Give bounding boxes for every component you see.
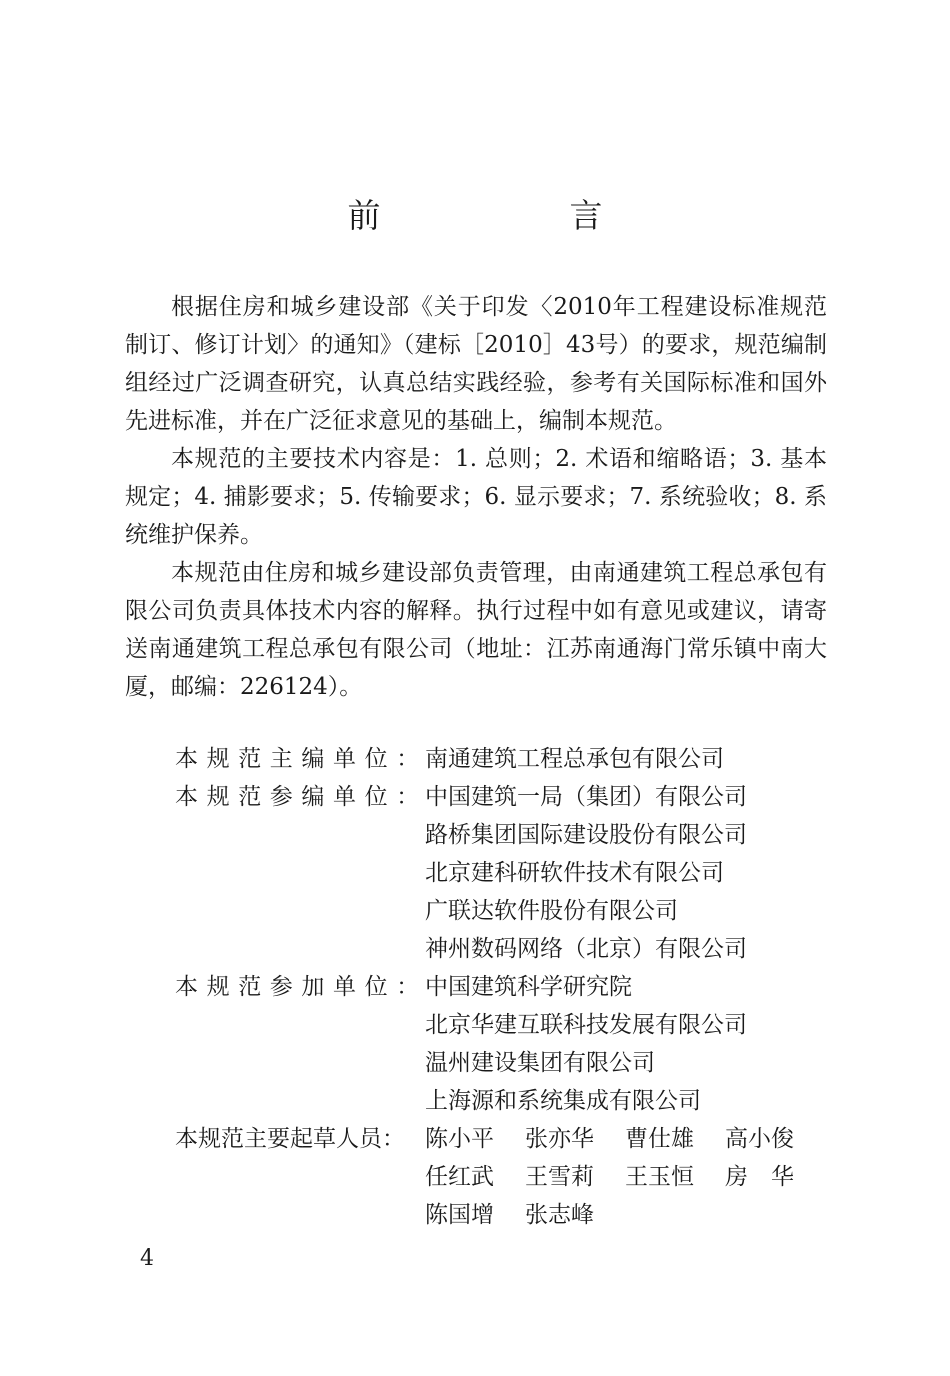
participating-units-label: 本规范参编单位： — [175, 784, 428, 810]
credits-section — [175, 740, 825, 1234]
drafter-name: 高小俊 — [725, 1126, 794, 1152]
chief-unit-list — [425, 740, 724, 778]
participating-unit-item: 神州数码网络（北京）有限公司 — [425, 936, 747, 962]
drafters-label: 本规范主要起草人员： — [175, 1126, 405, 1152]
drafter-name: 陈国增 — [425, 1202, 494, 1228]
paragraph-management: 本规范由住房和城乡建设部负责管理，由南通建筑工程总承包有限公司负责具体技术内容的解释。执行过程中如有意见或建议，请寄送南通建筑工程总承包有限公司（地址：江苏南通海门常乐镇中南大厦，邮编：226124）。 — [125, 560, 827, 700]
participating-unit-item: 中国建筑一局（集团）有限公司 — [425, 784, 747, 810]
drafters-row — [175, 1120, 825, 1234]
drafter-name: 王玉恒 — [625, 1164, 694, 1190]
drafter-name: 王雪莉 — [525, 1164, 594, 1190]
drafter-name: 房 华 — [725, 1164, 794, 1190]
page-number: 4 — [140, 1246, 154, 1271]
chief-unit-item: 南通建筑工程总承包有限公司 — [425, 746, 724, 772]
paragraph-contents: 本规范的主要技术内容是：1. 总则；2. 术语和缩略语；3. 基本规定；4. 捕影要求；5. 传输要求；6. 显示要求；7. 系统验收；8. 系统维护保养。 — [125, 446, 827, 548]
participating-units-list — [425, 778, 747, 968]
drafter-name: 张志峰 — [525, 1202, 594, 1228]
participating-units-row — [175, 778, 825, 968]
additional-unit-item: 上海源和系统集成有限公司 — [425, 1088, 701, 1114]
preface-body — [125, 288, 827, 706]
chief-unit-row — [175, 740, 825, 778]
drafters-list — [425, 1120, 825, 1234]
drafter-name: 任红武 — [425, 1164, 494, 1190]
additional-unit-item: 中国建筑科学研究院 — [425, 974, 632, 1000]
page-title: 前 言 — [347, 196, 681, 235]
drafter-name: 陈小平 — [425, 1126, 494, 1152]
participating-unit-item: 北京建科研软件技术有限公司 — [425, 860, 724, 886]
participating-unit-item: 广联达软件股份有限公司 — [425, 898, 678, 924]
additional-units-list — [425, 968, 747, 1120]
participating-unit-item: 路桥集团国际建设股份有限公司 — [425, 822, 747, 848]
drafter-name: 曹仕雄 — [625, 1126, 694, 1152]
chief-unit-label: 本规范主编单位： — [175, 746, 428, 772]
additional-unit-item: 温州建设集团有限公司 — [425, 1050, 655, 1076]
additional-units-label: 本规范参加单位： — [175, 974, 428, 1000]
additional-units-row — [175, 968, 825, 1120]
drafter-name: 张亦华 — [525, 1126, 594, 1152]
paragraph-background: 根据住房和城乡建设部《关于印发〈2010年工程建设标准规范制订、修订计划〉的通知》（建标［2010］43号）的要求，规范编制组经过广泛调查研究，认真总结实践经验，参考有关国际标准和国外先进标准，并在广泛征求意见的基础上，编制本规范。 — [125, 294, 827, 434]
additional-unit-item: 北京华建互联科技发展有限公司 — [425, 1012, 747, 1038]
